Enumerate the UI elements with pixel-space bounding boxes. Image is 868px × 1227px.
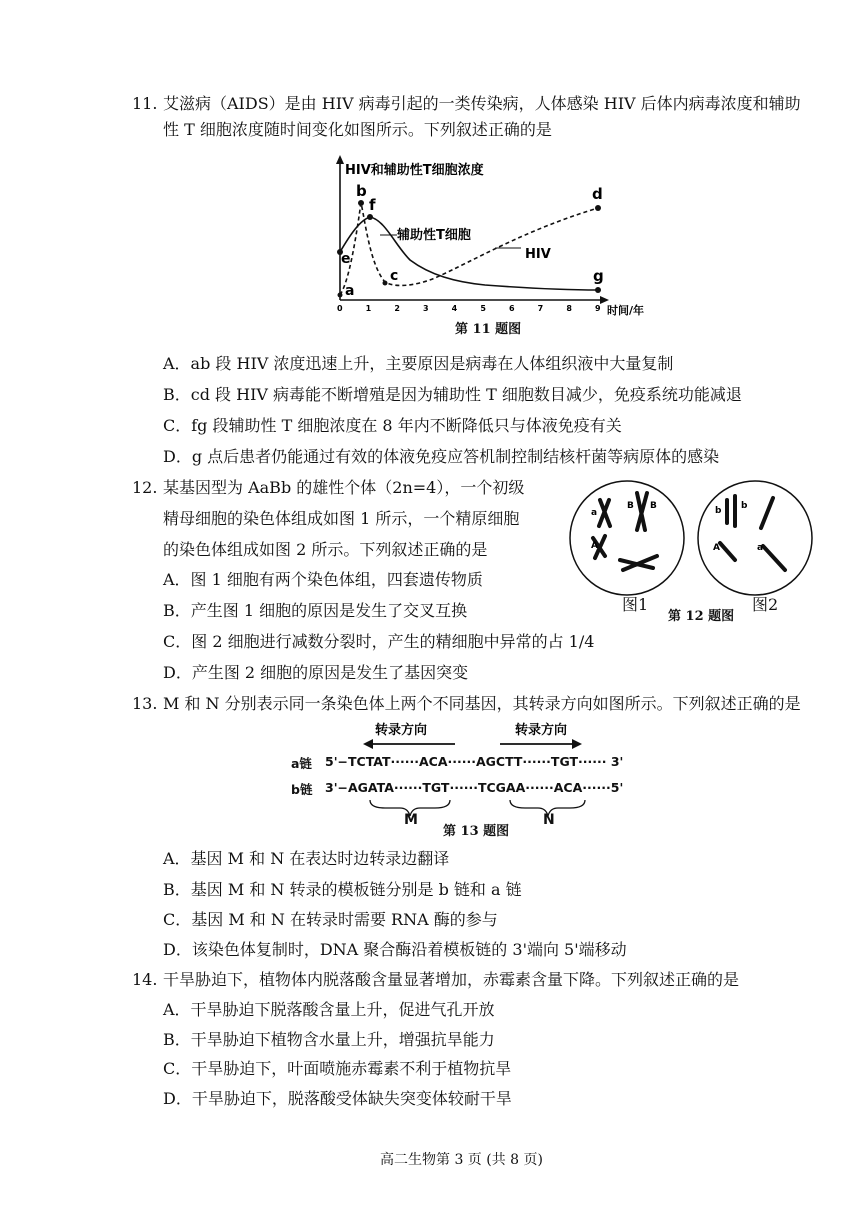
q11-option-d: D．g 点后患者仍能通过有效的体液免疫应答机制控制结核杆菌等病原体的感染: [163, 447, 720, 466]
q11-stem-line1: 艾滋病（AIDS）是由 HIV 病毒引起的一类传染病，人体感染 HIV 后体内病毒浓度和辅助: [163, 94, 801, 113]
fig2-label: 图2: [752, 595, 779, 614]
q13-option-c: C．基因 M 和 N 在转录时需要 RNA 酶的参与: [163, 910, 498, 929]
q11-option-c: C．fg 段辅助性 T 细胞浓度在 8 年内不断降低只与体液免疫有关: [163, 416, 622, 435]
q13-option-b: B．基因 M 和 N 转录的模板链分别是 b 链和 a 链: [163, 880, 522, 899]
q11-number: 11.: [132, 94, 158, 113]
cell-2: [698, 481, 812, 595]
fig1-label: 图1: [622, 595, 649, 614]
gene-A-1: A: [591, 541, 598, 551]
cell-1: [570, 481, 684, 595]
x-axis-arrow: [600, 296, 609, 304]
x-tick-label: 4: [451, 304, 458, 313]
gene-B-1: B: [627, 501, 634, 511]
page-footer: 高二生物第 3 页 (共 8 页): [380, 1152, 543, 1168]
tcell-label: 辅助性T细胞: [397, 228, 471, 243]
arrow-right: [572, 739, 582, 749]
q13-stem: M 和 N 分别表示同一条染色体上两个不同基因，其转录方向如图所示。下列叙述正确的是: [163, 694, 801, 713]
arrow-left: [363, 739, 373, 749]
q12-caption: 第 12 题图: [668, 609, 735, 624]
q12-option-a: A．图 1 细胞有两个染色体组，四套遗传物质: [163, 570, 483, 589]
q12-stem-line2: 精母细胞的染色体组成如图 1 所示，一个精原细胞: [163, 509, 520, 528]
b-strand-seq: 3'−AGATA······TGT······TCGAA······ACA······5': [325, 780, 624, 795]
label-f: f: [369, 196, 376, 214]
q11-stem-line2: 性 T 细胞浓度随时间变化如图所示。下列叙述正确的是: [163, 120, 552, 139]
q14-option-a: A．干旱胁迫下脱落酸含量上升，促进气孔开放: [163, 1000, 495, 1019]
x-tick-label: 8: [566, 304, 572, 313]
dir-right-label: 转录方向: [515, 723, 568, 738]
label-b: b: [356, 182, 367, 200]
q14-stem: 干旱胁迫下，植物体内脱落酸含量显著增加，赤霉素含量下降。下列叙述正确的是: [163, 970, 740, 989]
a-strand-seq: 5'−TCTAT······ACA······AGCTT······TGT······ 3': [325, 754, 624, 769]
label-a: a: [345, 283, 355, 299]
label-N: N: [543, 812, 555, 828]
x-tick-label: 7: [537, 304, 544, 313]
gene-a-2: a: [757, 543, 764, 553]
q12-option-d: D．产生图 2 细胞的原因是发生了基因突变: [163, 663, 469, 682]
label-e: e: [341, 251, 351, 267]
gene-A-2: A: [713, 543, 720, 553]
point-d: [595, 205, 601, 211]
q12-option-c: C．图 2 细胞进行减数分裂时，产生的精细胞中异常的占 1/4: [163, 632, 595, 651]
y-axis-label: HIV和辅助性T细胞浓度: [345, 163, 484, 178]
point-f: [367, 214, 373, 220]
x-tick-label: 2: [394, 304, 400, 313]
x-tick-label: 9: [595, 304, 601, 313]
q13-arrows: [360, 720, 620, 750]
q13-option-a: A．基因 M 和 N 在表达时边转录边翻译: [163, 849, 450, 868]
q13-number: 13.: [132, 694, 158, 713]
x-tick-label: 1: [365, 304, 372, 313]
q14-option-d: D．干旱胁迫下，脱落酸受体缺失突变体较耐干旱: [163, 1089, 512, 1108]
q13-caption: 第 13 题图: [443, 824, 510, 839]
point-a: [338, 293, 343, 298]
a-strand-label: a链: [291, 756, 312, 771]
label-c: c: [390, 268, 399, 284]
point-c: [383, 281, 388, 286]
q12-stem-line1: 某基因型为 AaBb 的雄性个体（2n=4），一个初级: [163, 478, 525, 497]
y-axis-arrow: [336, 155, 344, 164]
q14-number: 14.: [132, 970, 158, 989]
gene-b-1: b: [715, 506, 722, 516]
label-g: g: [593, 267, 604, 285]
hiv-label: HIV: [525, 247, 551, 262]
q11-figure: [325, 150, 665, 325]
x-tick-label: 6: [509, 304, 515, 313]
label-d: d: [592, 185, 603, 203]
q11-caption: 第 11 题图: [455, 322, 522, 337]
q13-option-d: D．该染色体复制时，DNA 聚合酶沿着模板链的 3'端向 5'端移动: [163, 940, 627, 959]
point-b: [358, 200, 364, 206]
q14-option-c: C．干旱胁迫下，叶面喷施赤霉素不利于植物抗旱: [163, 1059, 512, 1078]
gene-a-1: a: [591, 508, 598, 518]
q12-number: 12.: [132, 478, 158, 497]
q12-stem-line3: 的染色体组成如图 2 所示。下列叙述正确的是: [163, 540, 488, 559]
q12-figure: [565, 478, 825, 618]
x-tick-label: 5: [480, 304, 486, 313]
x-axis-label: 时间/年: [607, 304, 645, 317]
q11-option-b: B．cd 段 HIV 病毒能不断增殖是因为辅助性 T 细胞数目减少，免疫系统功能减退: [163, 385, 742, 404]
dir-left-label: 转录方向: [375, 723, 428, 738]
label-M: M: [404, 812, 418, 828]
q11-option-a: A．ab 段 HIV 浓度迅速上升，主要原因是病毒在人体组织液中大量复制: [163, 354, 674, 373]
point-g: [595, 287, 601, 293]
b-strand-label: b链: [291, 782, 313, 797]
hiv-curve: [340, 203, 598, 295]
gene-b-2: b: [741, 501, 748, 511]
q12-option-b: B．产生图 1 细胞的原因是发生了交叉互换: [163, 601, 468, 620]
x-tick-label: 3: [423, 304, 429, 313]
x-tick-label: 0: [337, 304, 343, 313]
x-tick-labels: [337, 304, 601, 313]
gene-B-2: B: [650, 501, 657, 511]
q14-option-b: B．干旱胁迫下植物含水量上升，增强抗旱能力: [163, 1030, 495, 1049]
